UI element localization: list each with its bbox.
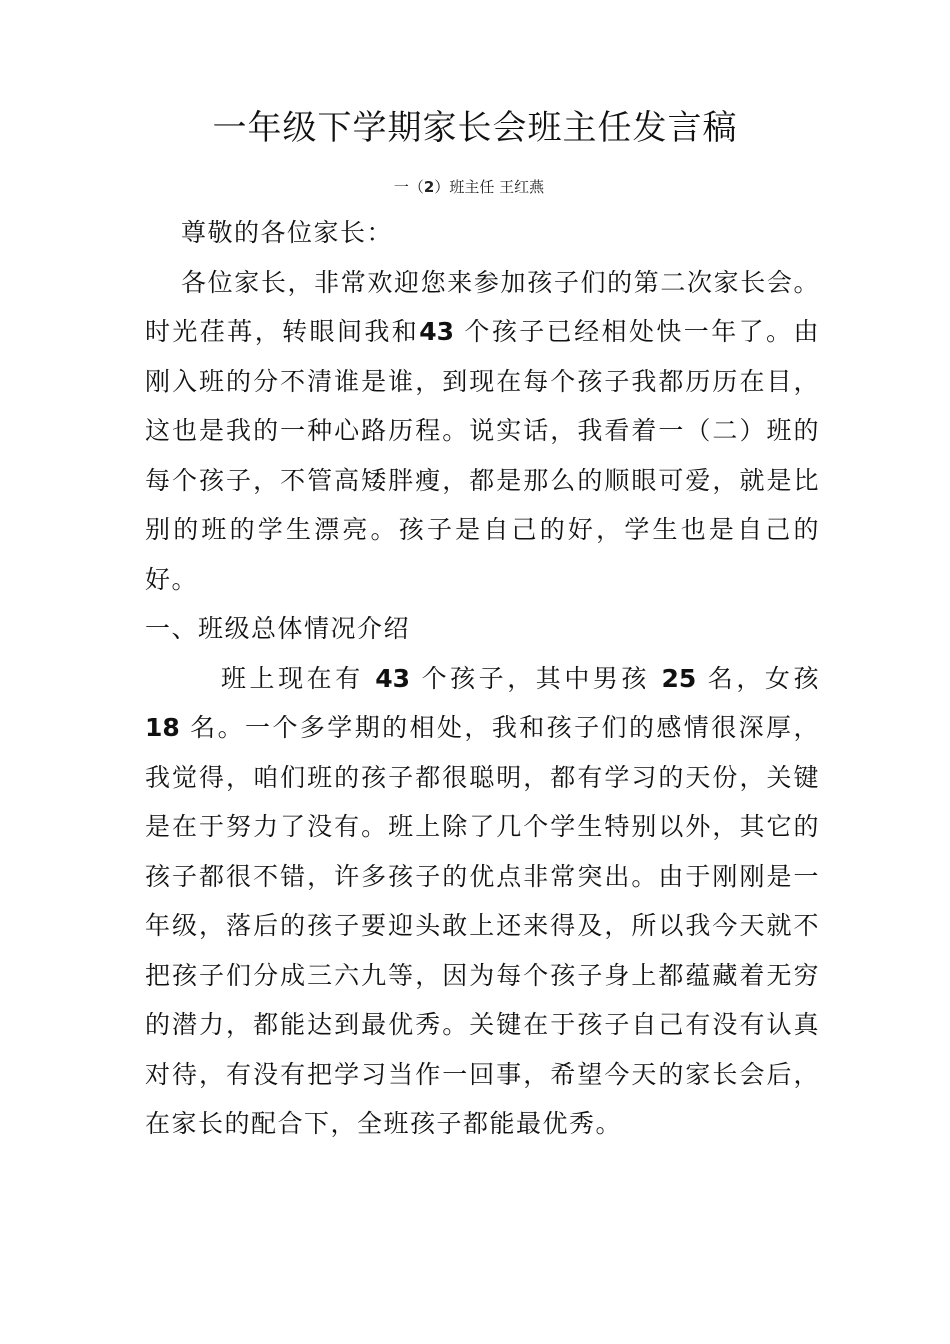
boys-count: 25 xyxy=(661,663,697,693)
document-body xyxy=(145,208,820,1149)
byline-suffix: ）班主任 王红燕 xyxy=(434,178,545,196)
greeting: 尊敬的各位家长： xyxy=(181,218,394,247)
paragraph-class-overview xyxy=(145,654,820,1149)
student-count: 43 xyxy=(419,317,455,346)
overview-text-4: 名。一个多学期的相处，我和孩子们的感情很深厚，我觉得，咱们班的孩子都很聪明，都有学习的天份，关键是在于努力了没有。班上除了几个学生特别以外，其它的孩子都很不错，许多孩子的优点非常突出。由于刚刚是一年级，落后的孩子要迎头敢上还来得及，所以我今天就不把孩子们分成三六九等，因为每个孩子身上都蕴藏着无穷的潜力，都能达到最优秀。关键在于孩子自己有没有认真对待，有没有把学习当作一回事，希望今天的家长会后，在家长的配合下，全班孩子都能最优秀。 xyxy=(145,713,820,1138)
byline-class-number: 2 xyxy=(423,178,435,196)
overview-text-2: 个孩子，其中男孩 xyxy=(421,663,650,693)
byline-prefix: 一（ xyxy=(393,178,424,196)
section-heading: 一、班级总体情况介绍 xyxy=(145,614,411,643)
paragraph-intro-text-2: 个孩子已经相处快一年了。由刚入班的分不清谁是谁，到现在每个孩子我都历历在目，这也是我的一种心路历程。说实话，我看着一（二）班的每个孩子，不管高矮胖瘦，都是那么的顺眼可爱，就是比别的班的学生漂亮。孩子是自己的好，学生也是自己的好。 xyxy=(145,317,820,594)
total-students: 43 xyxy=(375,663,411,693)
girls-count: 18 xyxy=(145,713,180,742)
paragraph-intro xyxy=(145,258,820,605)
overview-text-1: 班上现在有 xyxy=(221,663,364,693)
overview-text-3: 名，女孩 xyxy=(707,663,820,693)
author-byline xyxy=(0,176,938,197)
paragraph-intro-text-1: 各位家长，非常欢迎您来参加孩子们的第二次家长会。时光荏苒，转眼间我和 xyxy=(145,267,820,346)
document-title: 一年级下学期家长会班主任发言稿 xyxy=(212,108,738,148)
